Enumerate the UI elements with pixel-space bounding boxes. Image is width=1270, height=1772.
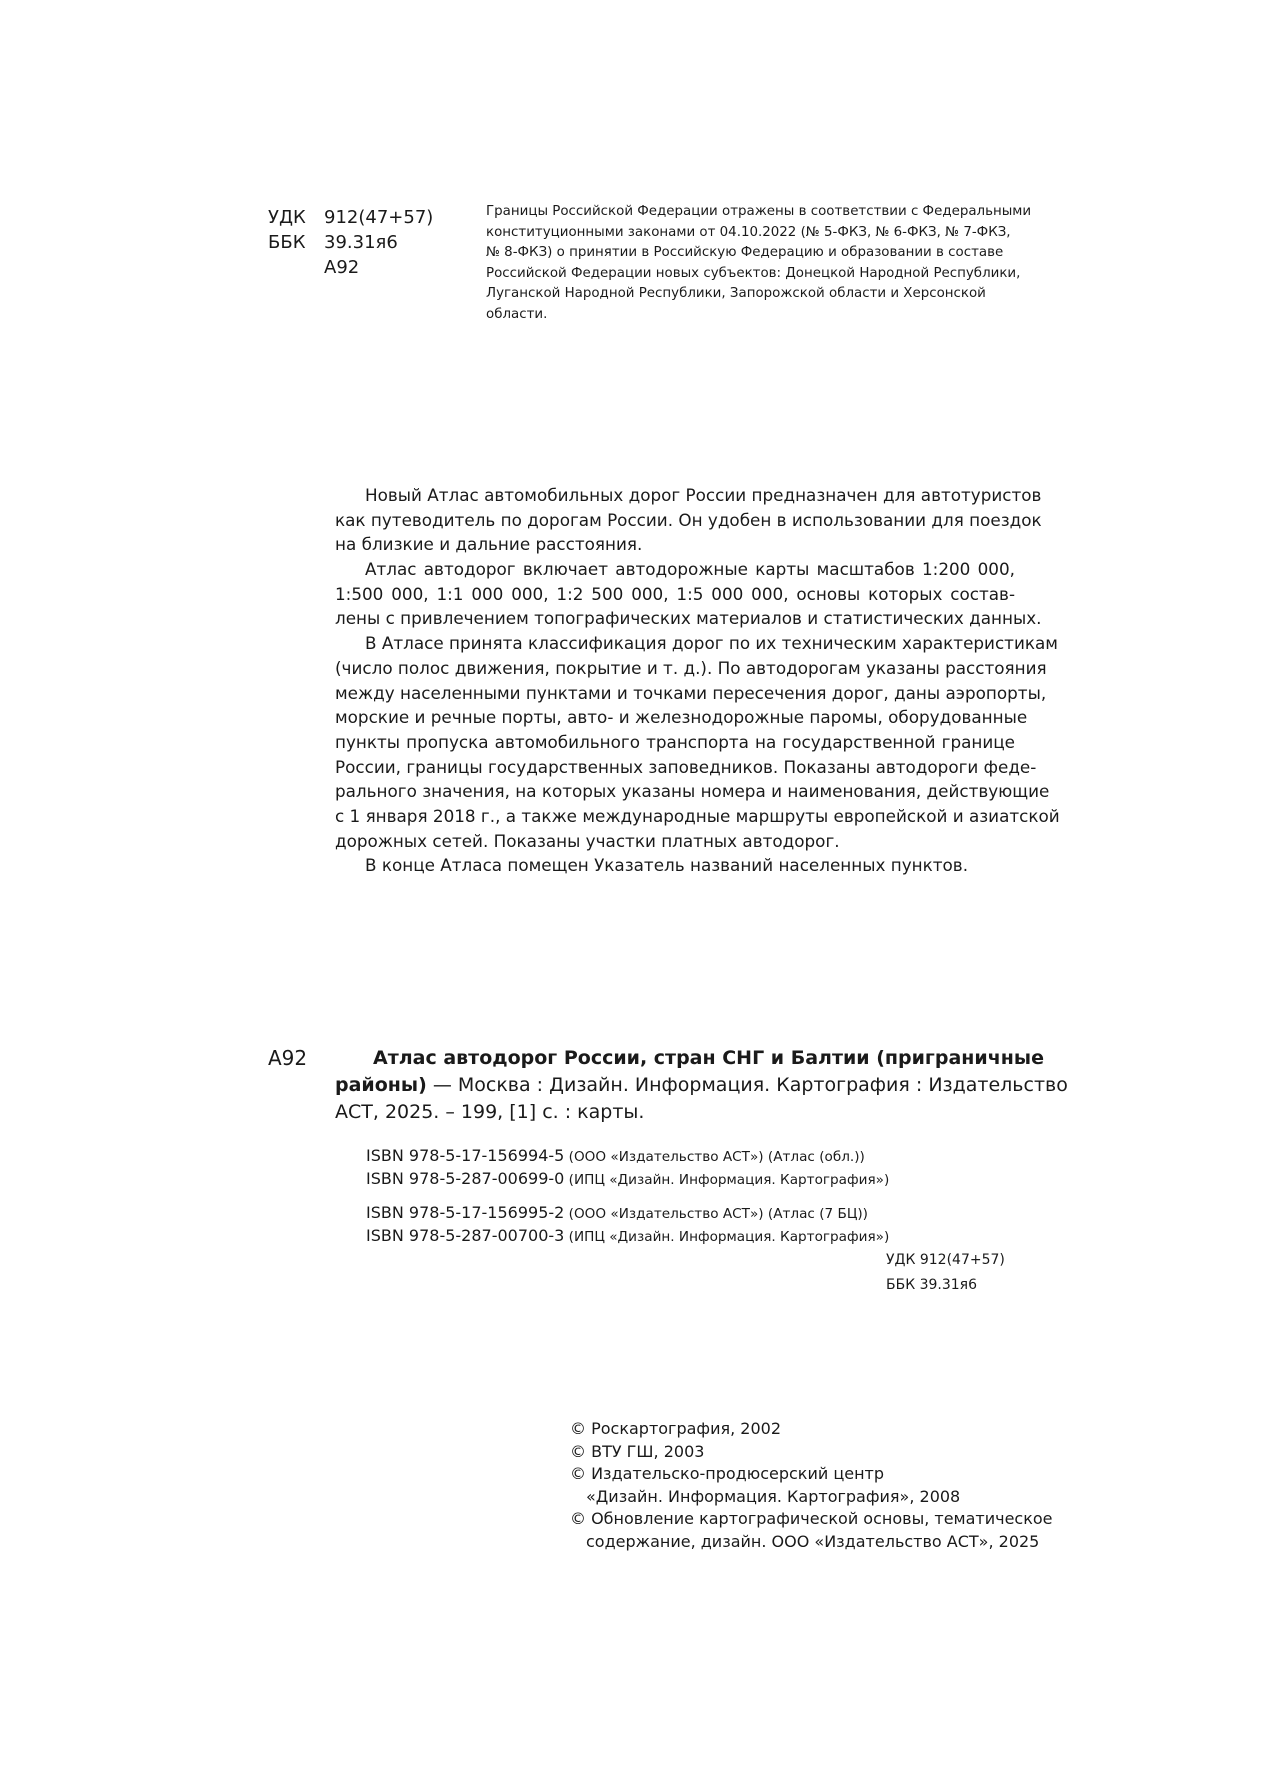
atlas-description xyxy=(335,483,1060,878)
description-line: (число полос движения, покрытие и т. д.). По автодорогам указаны расстояния xyxy=(335,657,1047,678)
classification-block xyxy=(268,205,433,280)
udk-value: 912(47+57) xyxy=(324,207,434,228)
description-line: лены с привлечением топографических материалов и статистических данных. xyxy=(335,608,1042,629)
borders-note-line: области. xyxy=(486,306,548,322)
copyright-block xyxy=(570,1418,1053,1553)
isbn-line xyxy=(366,1168,889,1191)
copyright-line: «Дизайн. Информация. Картография», 2008 xyxy=(586,1486,961,1506)
isbn-note: (ООО «Издательство АСТ») (Атлас (обл.)) xyxy=(564,1149,865,1165)
isbn-number: ISBN 978-5-17-156995-2 xyxy=(366,1203,565,1222)
biblio-publisher: — Москва : Дизайн. Информация. Картография : Издательство xyxy=(426,1074,1068,1096)
description-line: как путеводитель по дорогам России. Он удобен в использовании для поездок xyxy=(335,509,1042,530)
description-line: между населенными пунктами и точками пересечения дорог, даны аэропорты, xyxy=(335,682,1047,703)
description-line: на близкие и дальние расстояния. xyxy=(335,534,643,555)
isbn-note: (ИПЦ «Дизайн. Информация. Картография») xyxy=(564,1229,890,1245)
biblio-title-line xyxy=(335,1045,1044,1072)
udk-row xyxy=(268,205,433,230)
description-line: 1:500 000, 1:1 000 000, 1:2 500 000, 1:5 000 000, основы которых состав- xyxy=(335,583,1015,604)
biblio-imprint: АСТ, 2025. – 199, [1] с. : карты. xyxy=(335,1101,645,1123)
bbk-row xyxy=(268,230,433,255)
isbn-note: (ООО «Издательство АСТ») (Атлас (7 БЦ)) xyxy=(564,1206,868,1222)
description-line: морские и речные порты, авто- и железнодорожные паромы, оборудованные xyxy=(335,707,1028,728)
description-line: рального значения, на которых указаны номера и наименования, действующие xyxy=(335,781,1050,802)
copyright-line: © Обновление картографической основы, тематическое xyxy=(570,1509,1053,1528)
udk-label: УДК xyxy=(268,207,306,228)
bbk-label: ББК xyxy=(268,232,306,253)
biblio-record xyxy=(335,1045,1068,1126)
borders-note xyxy=(486,202,1032,325)
description-line: В конце Атласа помещен Указатель названий населенных пунктов. xyxy=(365,855,969,876)
biblio-title-line xyxy=(335,1072,1068,1099)
biblio-author-mark: А92 xyxy=(268,1046,308,1070)
borders-note-line: конституционными законами от 04.10.2022 (№ 5-ФКЗ, № 6-ФКЗ, № 7-ФКЗ, xyxy=(486,224,1011,240)
biblio-title-end: районы) xyxy=(335,1074,427,1096)
copyright-line: © Издательско-продюсерский центр xyxy=(570,1464,885,1483)
bottom-bbk: ББК 39.31я6 xyxy=(886,1277,978,1293)
bbk-value: 39.31я6 xyxy=(324,232,398,253)
description-line: с 1 января 2018 г., а также международные маршруты европейской и азиатской xyxy=(335,805,1060,826)
borders-note-line: Границы Российской Федерации отражены в соответствии с Федеральными xyxy=(486,204,1032,219)
isbn-number: ISBN 978-5-287-00700-3 xyxy=(366,1226,565,1245)
copyright-line: © Роскартография, 2002 xyxy=(570,1419,782,1438)
isbn-line xyxy=(366,1202,868,1225)
bottom-udk: УДК 912(47+57) xyxy=(886,1252,1005,1268)
description-line: дорожных сетей. Показаны участки платных автодорог. xyxy=(335,830,840,851)
isbn-note: (ИПЦ «Дизайн. Информация. Картография») xyxy=(564,1172,890,1188)
isbn-line xyxy=(366,1225,889,1248)
biblio-title: Атлас автодорог России, стран СНГ и Балтии (приграничные xyxy=(373,1047,1044,1069)
description-line: Атлас автодорог включает автодорожные карты масштабов 1:200 000, xyxy=(365,559,1015,580)
description-line: России, границы государственных заповедников. Показаны автодороги феде- xyxy=(335,756,1037,777)
isbn-number: ISBN 978-5-17-156994-5 xyxy=(366,1146,565,1165)
copyright-line: содержание, дизайн. ООО «Издательство АСТ», 2025 xyxy=(586,1531,1040,1551)
description-line: Новый Атлас автомобильных дорог России предназначен для автотуристов xyxy=(365,485,1042,505)
isbn-number: ISBN 978-5-287-00699-0 xyxy=(366,1169,565,1188)
isbn-line xyxy=(366,1145,865,1168)
author-mark: А92 xyxy=(324,257,360,278)
borders-note-line: Луганской Народной Республики, Запорожской области и Херсонской xyxy=(486,286,986,301)
author-mark-row xyxy=(268,255,433,280)
description-line: пункты пропуска автомобильного транспорта на государственной границе xyxy=(335,731,1015,752)
borders-note-line: № 8-ФКЗ) о принятии в Российскую Федерацию и образовании в составе xyxy=(486,245,1004,260)
description-line: В Атласе принята классификация дорог по их техническим характеристикам xyxy=(365,633,1058,654)
borders-note-line: Российской Федерации новых субъектов: Донецкой Народной Республики, xyxy=(486,265,1021,281)
copyright-line: © ВТУ ГШ, 2003 xyxy=(570,1441,705,1461)
